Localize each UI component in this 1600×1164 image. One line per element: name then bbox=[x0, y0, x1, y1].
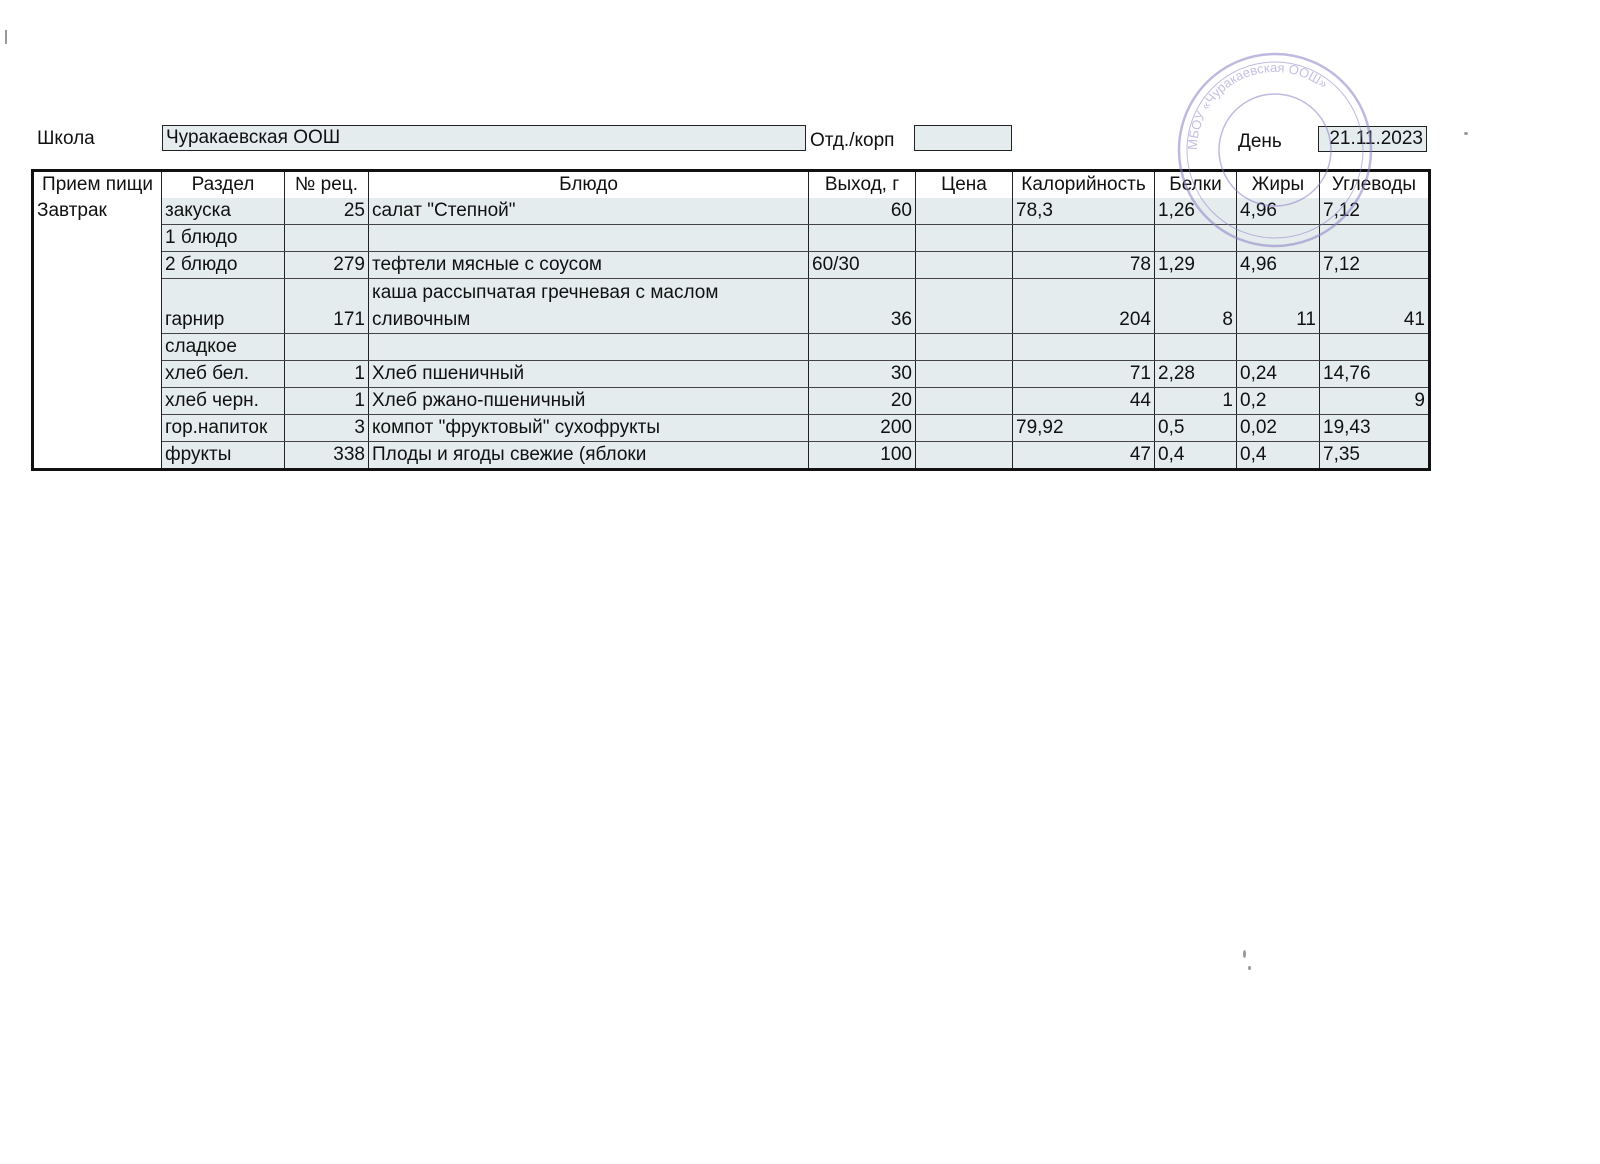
protein-cell: 1,29 bbox=[1155, 252, 1237, 279]
section-cell: 2 блюдо bbox=[162, 252, 285, 279]
section-cell: сладкое bbox=[162, 334, 285, 361]
scan-speck bbox=[1248, 966, 1251, 970]
dish-cell: тефтели мясные с соусом bbox=[369, 252, 809, 279]
recipe-cell: 1 bbox=[285, 361, 369, 388]
yield-cell: 100 bbox=[809, 442, 916, 470]
protein-cell: 1 bbox=[1155, 388, 1237, 415]
fat-cell: 4,96 bbox=[1237, 252, 1320, 279]
table-row bbox=[33, 442, 1430, 470]
day-label: День bbox=[1238, 131, 1282, 152]
col-header-calories: Калорийность bbox=[1013, 171, 1155, 199]
yield-cell: 200 bbox=[809, 415, 916, 442]
protein-cell bbox=[1155, 334, 1237, 361]
scan-speck bbox=[1243, 950, 1246, 958]
table-row bbox=[33, 334, 1430, 361]
section-cell: гарнир bbox=[162, 279, 285, 334]
dish-cell bbox=[369, 334, 809, 361]
yield-cell bbox=[809, 334, 916, 361]
calories-cell: 204 bbox=[1013, 279, 1155, 334]
price-cell bbox=[916, 198, 1013, 225]
fat-cell bbox=[1237, 225, 1320, 252]
price-cell bbox=[916, 361, 1013, 388]
stamp-text: МБОУ «Чуракаевская ООШ» bbox=[1184, 59, 1331, 151]
price-cell bbox=[916, 279, 1013, 334]
recipe-cell bbox=[285, 334, 369, 361]
fat-cell: 0,24 bbox=[1237, 361, 1320, 388]
dish-cell: Плоды и ягоды свежие (яблоки bbox=[369, 442, 809, 470]
calories-cell bbox=[1013, 334, 1155, 361]
calories-cell: 78 bbox=[1013, 252, 1155, 279]
table-row bbox=[33, 225, 1430, 252]
col-header-section: Раздел bbox=[162, 171, 285, 199]
calories-cell: 79,92 bbox=[1013, 415, 1155, 442]
table-row bbox=[33, 198, 1430, 225]
recipe-cell: 171 bbox=[285, 279, 369, 334]
date-field[interactable]: 21.11.2023 bbox=[1318, 126, 1427, 152]
carbs-cell: 7,12 bbox=[1320, 198, 1430, 225]
fat-cell: 11 bbox=[1237, 279, 1320, 334]
section-cell: хлеб бел. bbox=[162, 361, 285, 388]
carbs-cell bbox=[1320, 334, 1430, 361]
dish-cell bbox=[369, 225, 809, 252]
dish-line-1: каша рассыпчатая гречневая с маслом bbox=[372, 282, 719, 303]
section-cell: закуска bbox=[162, 198, 285, 225]
price-cell bbox=[916, 388, 1013, 415]
col-header-meal: Прием пищи bbox=[33, 171, 162, 199]
menu-table bbox=[31, 169, 1431, 471]
carbs-cell: 41 bbox=[1320, 279, 1430, 334]
calories-cell: 78,3 bbox=[1013, 198, 1155, 225]
school-name-field[interactable]: Чуракаевская ООШ bbox=[162, 125, 806, 151]
recipe-cell bbox=[285, 225, 369, 252]
carbs-cell: 19,43 bbox=[1320, 415, 1430, 442]
col-header-recipe: № рец. bbox=[285, 171, 369, 199]
protein-cell bbox=[1155, 225, 1237, 252]
table-row bbox=[33, 415, 1430, 442]
protein-cell: 8 bbox=[1155, 279, 1237, 334]
price-cell bbox=[916, 252, 1013, 279]
col-header-price: Цена bbox=[916, 171, 1013, 199]
table-row bbox=[33, 388, 1430, 415]
table-row bbox=[33, 252, 1430, 279]
carbs-cell: 7,12 bbox=[1320, 252, 1430, 279]
col-header-dish: Блюдо bbox=[369, 171, 809, 199]
dept-label: Отд./корп bbox=[810, 130, 895, 151]
table-row bbox=[33, 279, 1430, 334]
dish-cell: компот "фруктовый" сухофрукты bbox=[369, 415, 809, 442]
carbs-cell: 14,76 bbox=[1320, 361, 1430, 388]
fat-cell: 4,96 bbox=[1237, 198, 1320, 225]
recipe-cell: 3 bbox=[285, 415, 369, 442]
dish-cell: салат "Степной" bbox=[369, 198, 809, 225]
scan-speck bbox=[1464, 132, 1468, 135]
recipe-cell: 338 bbox=[285, 442, 369, 470]
yield-cell: 60 bbox=[809, 198, 916, 225]
dept-field[interactable] bbox=[914, 125, 1012, 151]
calories-cell: 47 bbox=[1013, 442, 1155, 470]
recipe-cell: 25 bbox=[285, 198, 369, 225]
yield-cell: 60/30 bbox=[809, 252, 916, 279]
recipe-cell: 279 bbox=[285, 252, 369, 279]
yield-cell bbox=[809, 225, 916, 252]
section-cell: гор.напиток bbox=[162, 415, 285, 442]
section-cell: 1 блюдо bbox=[162, 225, 285, 252]
price-cell bbox=[916, 225, 1013, 252]
protein-cell: 2,28 bbox=[1155, 361, 1237, 388]
calories-cell: 71 bbox=[1013, 361, 1155, 388]
section-cell: хлеб черн. bbox=[162, 388, 285, 415]
calories-cell: 44 bbox=[1013, 388, 1155, 415]
meal-cell: Завтрак bbox=[33, 198, 162, 470]
protein-cell: 1,26 bbox=[1155, 198, 1237, 225]
carbs-cell: 7,35 bbox=[1320, 442, 1430, 470]
fat-cell: 0,4 bbox=[1237, 442, 1320, 470]
yield-cell: 30 bbox=[809, 361, 916, 388]
yield-cell: 36 bbox=[809, 279, 916, 334]
carbs-cell bbox=[1320, 225, 1430, 252]
school-label: Школа bbox=[37, 128, 95, 149]
carbs-cell: 9 bbox=[1320, 388, 1430, 415]
dish-cell: Хлеб пшеничный bbox=[369, 361, 809, 388]
fat-cell: 0,02 bbox=[1237, 415, 1320, 442]
yield-cell: 20 bbox=[809, 388, 916, 415]
scan-speck bbox=[5, 30, 7, 44]
price-cell bbox=[916, 334, 1013, 361]
col-header-protein: Белки bbox=[1155, 171, 1237, 199]
dish-line-2: сливочным bbox=[372, 309, 471, 330]
protein-cell: 0,5 bbox=[1155, 415, 1237, 442]
fat-cell bbox=[1237, 334, 1320, 361]
dish-cell: Хлеб ржано-пшеничный bbox=[369, 388, 809, 415]
dish-cell bbox=[369, 279, 809, 334]
price-cell bbox=[916, 415, 1013, 442]
col-header-carbs: Углеводы bbox=[1331, 174, 1417, 195]
col-header-yield: Выход, г bbox=[809, 171, 916, 199]
price-cell bbox=[916, 442, 1013, 470]
col-header-fat: Жиры bbox=[1237, 171, 1320, 199]
table-header-row bbox=[33, 171, 1430, 199]
section-cell: фрукты bbox=[162, 442, 285, 470]
recipe-cell: 1 bbox=[285, 388, 369, 415]
fat-cell: 0,2 bbox=[1237, 388, 1320, 415]
calories-cell bbox=[1013, 225, 1155, 252]
protein-cell: 0,4 bbox=[1155, 442, 1237, 470]
table-row bbox=[33, 361, 1430, 388]
